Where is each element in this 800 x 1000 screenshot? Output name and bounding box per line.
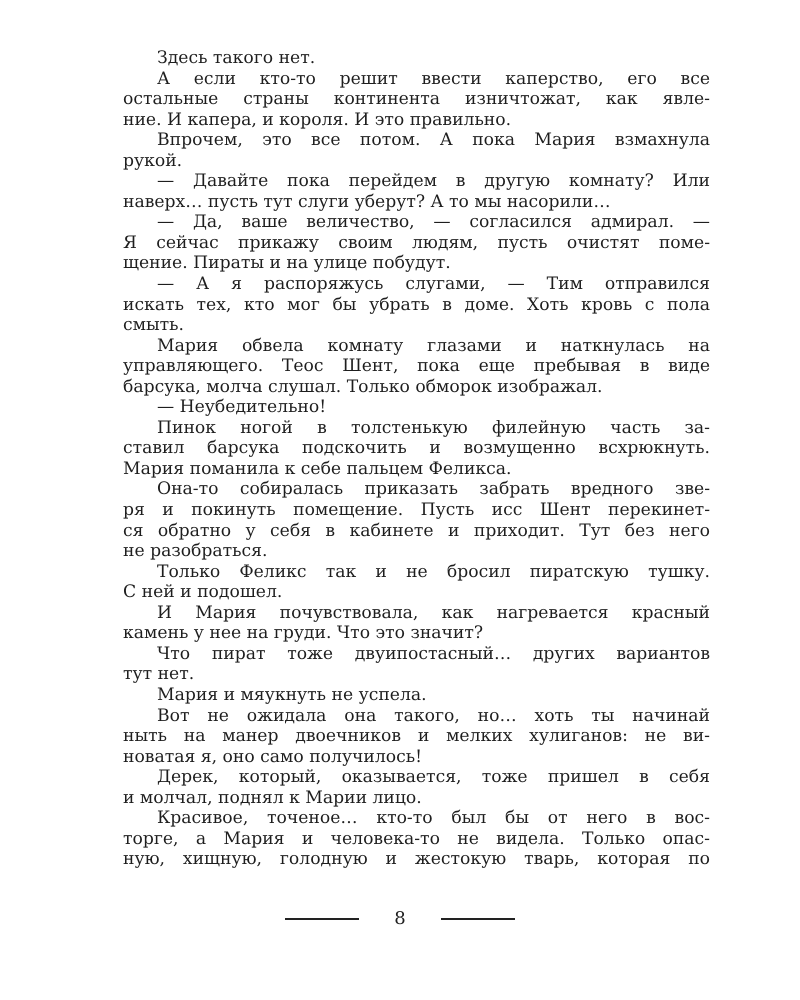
text-line: щение. Пираты и на улице побудут. [123,253,451,274]
text-line: Мария поманила к себе пальцем Феликса. [123,458,512,479]
text-line: Пинок ногой в толстенькую филейную часть за- [157,417,710,438]
text-line: — Да, ваше величество, — согласился адмирал. — [157,212,710,233]
text-line: Вот не ожидала она такого, но… хоть ты начинай [157,705,710,726]
text-line: Красивое, точеное… кто-то был бы от него в вос- [157,808,710,829]
text-line: Только Феликс так и не бросил пиратскую тушку. [157,561,710,582]
text-line: рукой. [123,150,183,171]
text-line: Мария обвела комнату глазами и наткнулась на [157,335,710,356]
text-line: искать тех, кто мог бы убрать в доме. Хоть кровь с пола [123,294,710,315]
text-line: — Давайте пока перейдем в другую комнату? Или [157,171,710,192]
footer-rule-left [285,918,359,920]
text-line: торге, а Мария и человека-то не видела. Только опас- [123,828,710,849]
text-line: Дерек, который, оказывается, тоже пришел в себя [157,767,710,788]
text-line: ныть на манер двоечников и мелких хулиганов: не ви- [123,726,710,747]
text-line: ставил барсука подскочить и возмущенно всхрюкнуть. [123,438,710,459]
text-line: Что пират тоже двуипостасный… других вариантов [157,643,710,664]
text-line: — А я распоряжусь слугами, — Тим отправился [157,274,710,295]
text-line: Она-то собиралась приказать забрать вредного зве- [157,479,710,500]
text-line: Мария и мяукнуть не успела. [157,684,427,705]
text-line: ние. И капера, и короля. И это правильно. [123,109,512,130]
text-line: ную, хищную, голодную и жестокую тварь, которая по [123,849,710,870]
text-line: тут нет. [123,664,195,685]
text-line: и молчал, поднял к Марии лицо. [123,787,422,808]
text-line: наверх… пусть тут слуги уберут? А то мы насорили… [123,191,611,212]
text-line: камень у нее на груди. Что это значит? [123,623,484,644]
text-line: Я сейчас прикажу своим людям, пусть очистят поме- [123,232,710,253]
text-line: барсука, молча слушал. Только обморок изображал. [123,376,603,397]
page-footer [0,904,800,934]
page-text [123,48,710,908]
text-line: смыть. [123,315,185,336]
text-line: ря и покинуть помещение. Пусть исс Шент перекинет- [123,500,710,521]
text-line: А если кто-то решит ввести каперство, его все [157,68,710,89]
text-line: — Неубедительно! [157,397,327,418]
text-line: остальные страны континента изничтожат, как явле- [123,89,710,110]
page-number: 8 [394,908,406,929]
text-line: не разобраться. [123,541,268,562]
footer-rule-right [441,918,515,920]
text-line: управляющего. Теос Шент, пока еще пребывая в виде [123,356,710,377]
text-line: новатая я, оно само получилось! [123,746,423,767]
text-line: ся обратно у себя в кабинете и приходит. Тут без него [123,520,710,541]
text-line: Впрочем, это все потом. А пока Мария взмахнула [157,130,710,151]
text-line: Здесь такого нет. [157,48,316,68]
text-line: И Мария почувствовала, как нагревается красный [157,602,710,623]
text-line: С ней и подошел. [123,582,283,603]
